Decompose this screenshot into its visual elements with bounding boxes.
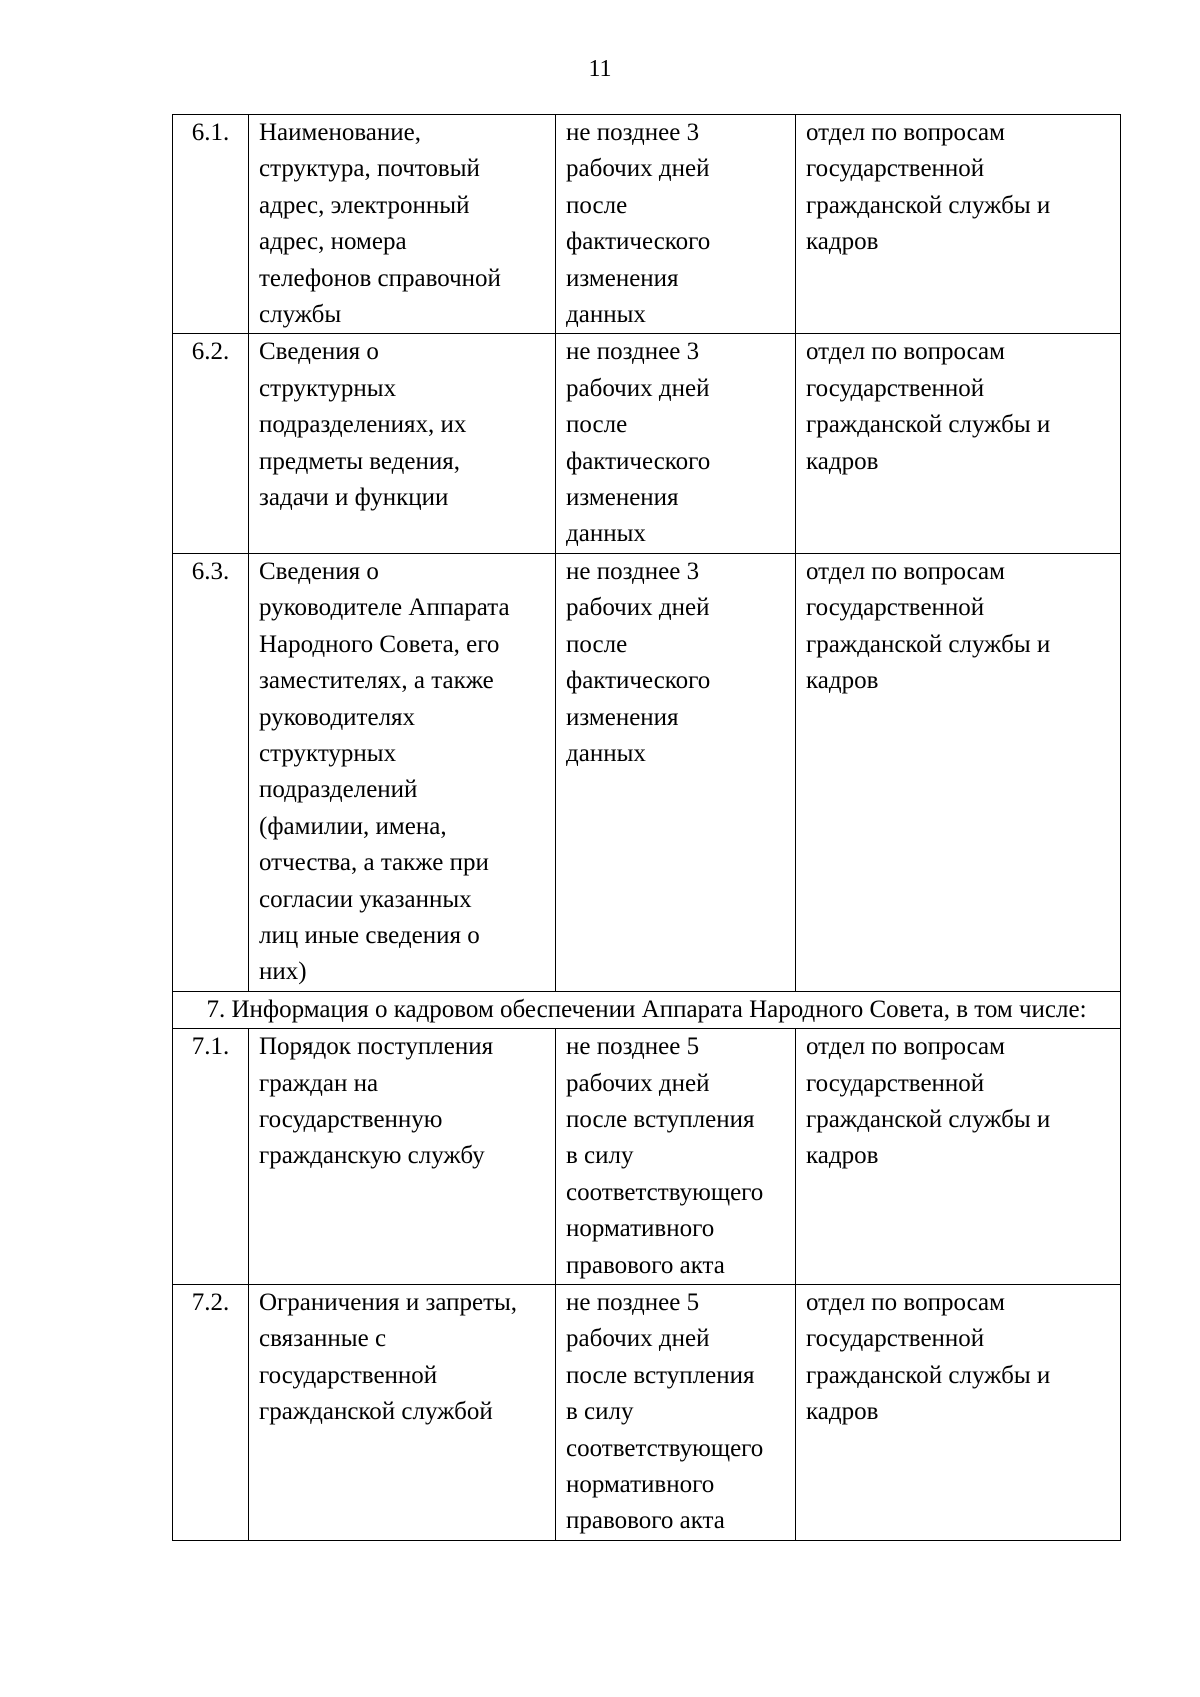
table-row — [173, 1285, 1121, 1541]
item-term: не позднее 3 рабочих дней после фактического изменения данных — [556, 115, 796, 334]
table-row — [173, 334, 1121, 553]
item-term: не позднее 5 рабочих дней после вступления в силу соответствующего нормативного правового акта — [556, 1029, 796, 1285]
item-name: Порядок поступления граждан на государственную гражданскую службу — [249, 1029, 556, 1285]
item-number: 6.3. — [173, 553, 249, 991]
page-number: 11 — [588, 56, 612, 82]
item-name: Сведения о структурных подразделениях, их предметы ведения, задачи и функции — [249, 334, 556, 553]
item-term: не позднее 5 рабочих дней после вступления в силу соответствующего нормативного правового акта — [556, 1285, 796, 1541]
item-responsible: отдел по вопросам государственной гражданской службы и кадров — [796, 334, 1121, 553]
section-heading-row — [173, 991, 1121, 1028]
item-number: 7.2. — [173, 1285, 249, 1541]
item-term: не позднее 3 рабочих дней после фактического изменения данных — [556, 553, 796, 991]
item-name: Сведения о руководителе Аппарата Народного Совета, его заместителях, а также руководителях структурных подразделений (фамилии, имена, отчества, а также при согласии указанных лиц иные сведения о них) — [249, 553, 556, 991]
item-name: Наименование, структура, почтовый адрес, электронный адрес, номера телефонов справочной службы — [249, 115, 556, 334]
document-table — [172, 114, 1121, 1541]
item-number: 6.1. — [173, 115, 249, 334]
item-number: 6.2. — [173, 334, 249, 553]
item-responsible: отдел по вопросам государственной гражданской службы и кадров — [796, 1285, 1121, 1541]
section-heading: 7. Информация о кадровом обеспечении Аппарата Народного Совета, в том числе: — [173, 991, 1121, 1028]
item-responsible: отдел по вопросам государственной гражданской службы и кадров — [796, 553, 1121, 991]
item-term: не позднее 3 рабочих дней после фактического изменения данных — [556, 334, 796, 553]
item-responsible: отдел по вопросам государственной гражданской службы и кадров — [796, 1029, 1121, 1285]
item-name: Ограничения и запреты, связанные с государственной гражданской службой — [249, 1285, 556, 1541]
item-number: 7.1. — [173, 1029, 249, 1285]
table-row — [173, 553, 1121, 991]
item-responsible: отдел по вопросам государственной гражданской службы и кадров — [796, 115, 1121, 334]
table-row — [173, 1029, 1121, 1285]
table-row — [173, 115, 1121, 334]
